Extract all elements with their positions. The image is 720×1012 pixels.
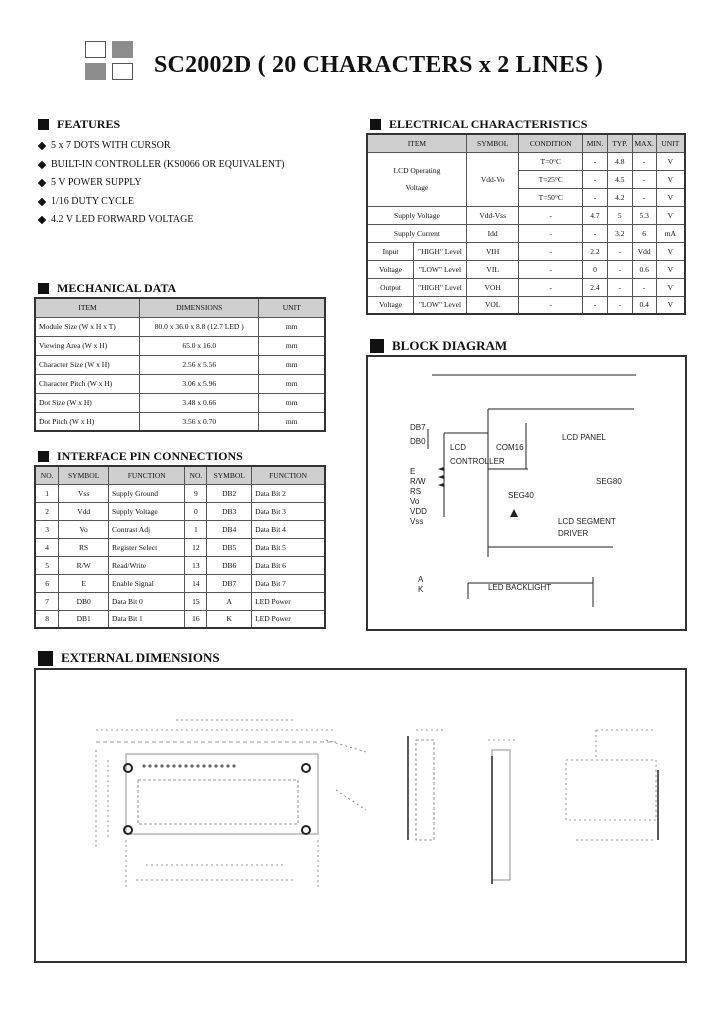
cell: 5 [607,206,632,224]
cell: Data Bit 5 [252,538,325,556]
cell: V [656,170,685,188]
cell: 3.2 [607,224,632,242]
logo-square-1 [85,41,106,58]
cell: T=25°C [519,170,583,188]
label-lcd-controller-line1: LCD [450,443,467,452]
cell: Dot Pitch (W x H) [35,412,140,431]
table-row [35,538,325,556]
cell: 16 [185,610,207,628]
cell: - [632,188,656,206]
table-row [35,393,325,412]
logo-square-2 [112,41,133,58]
cell: 1 [185,520,207,538]
section-square-icon [370,339,384,353]
label-led-backlight: LED BACKLIGHT [488,583,552,592]
features-heading [38,117,120,132]
cell: T=0°C [519,152,583,170]
section-square-icon [38,451,49,462]
cell: 12 [185,538,207,556]
table-row [35,355,325,374]
cell: "HIGH" Level [414,242,467,260]
cell: Data Bit 4 [252,520,325,538]
cell: 3.48 x 0.66 [140,393,259,412]
cell: mm [259,374,325,393]
interface-table [34,465,326,629]
cell: - [519,206,583,224]
cell: Vss [59,484,109,502]
cell: Data Bit 6 [252,556,325,574]
table-row [35,317,325,336]
cell: Input [367,242,414,260]
cell: 9 [185,484,207,502]
cell: V [656,188,685,206]
cell: 0.6 [632,260,656,278]
cell: Voltage [367,296,414,314]
cell: DB1 [59,610,109,628]
cell: DB7 [207,574,252,592]
cell: Supply Voltage [108,502,185,520]
external-dimensions-panel [34,668,687,963]
cell: - [583,296,608,314]
cell: A [207,592,252,610]
cell: 3 [35,520,59,538]
cell: Data Bit 0 [108,592,185,610]
feature-text: 5 V POWER SUPPLY [51,177,142,188]
diamond-bullet-icon [38,198,46,206]
table-row [35,520,325,538]
cell: Character Size (W x H) [35,355,140,374]
cell: V [656,206,685,224]
cell: V [656,242,685,260]
features-heading-text: FEATURES [57,117,121,131]
column-header: MAX. [632,134,656,152]
cell: Contrast Adj [108,520,185,538]
column-header: ITEM [367,134,466,152]
interface-heading [38,449,243,464]
label-lcd-segment-driver-line1: LCD SEGMENT [558,517,616,526]
cell: Vdd-Vss [466,206,519,224]
cell: V [656,296,685,314]
external-heading [38,650,220,666]
cell: VIL [466,260,519,278]
column-header: NO. [185,466,207,484]
cell: Data Bit 2 [252,484,325,502]
label-rs: RS [410,487,422,496]
diamond-bullet-icon [38,216,46,224]
mounting-hole [302,764,310,772]
cell: - [583,170,608,188]
cell: Vdd-Vo [466,152,519,206]
cell: 4.7 [583,206,608,224]
external-dimensions-drawing [36,670,685,961]
cell: - [607,242,632,260]
cell: 3.06 x 5.96 [140,374,259,393]
cell: Character Pitch (W x H) [35,374,140,393]
table-row [35,574,325,592]
cell: V [656,278,685,296]
cell: - [519,224,583,242]
feature-item [38,156,285,175]
table-row [35,610,325,628]
cell: Dot Size (W x H) [35,393,140,412]
cell: DB3 [207,502,252,520]
cell: DB6 [207,556,252,574]
label-rw: R/W [410,477,426,486]
cell: Data Bit 1 [108,610,185,628]
cell: R/W [59,556,109,574]
mechanical-table [34,297,326,432]
logo-square-4 [112,63,133,80]
cell: 65.0 x 16.0 [140,336,259,355]
label-lcd-segment-driver-line2: DRIVER [558,529,589,538]
cell: 8 [35,610,59,628]
table-header-row [35,466,325,484]
cell: DB0 [59,592,109,610]
mounting-hole [124,826,132,834]
cell: Vdd [632,242,656,260]
feature-item [38,174,285,193]
cell: Supply Current [367,224,466,242]
logo-square-3 [85,63,106,80]
cell: DB5 [207,538,252,556]
external-heading-text: EXTERNAL DIMENSIONS [61,650,220,665]
column-header: FUNCTION [108,466,185,484]
label-db7: DB7 [410,423,426,432]
cell: mA [656,224,685,242]
column-header: ITEM [35,298,140,317]
cell: VOL [466,296,519,314]
column-header: SYMBOL [59,466,109,484]
cell: mm [259,393,325,412]
cell: 5.3 [632,206,656,224]
cell: E [59,574,109,592]
cell: 2.4 [583,278,608,296]
table-row [367,260,685,278]
table-row [35,592,325,610]
mechanical-heading [38,281,176,296]
cell: - [519,242,583,260]
cell: mm [259,317,325,336]
section-square-icon [370,119,381,130]
feature-item [38,137,285,156]
cell: LED Power [252,592,325,610]
cell: - [519,278,583,296]
section-square-icon [38,651,53,666]
label-a: A [418,575,424,584]
cell: K [207,610,252,628]
electrical-heading-text: ELECTRICAL CHARACTERISTICS [389,117,588,131]
table-row [35,374,325,393]
block-diagram-heading-text: BLOCK DIAGRAM [392,338,508,353]
cell: - [583,224,608,242]
electrical-heading [370,117,587,132]
column-header: NO. [35,466,59,484]
cell: 2.2 [583,242,608,260]
column-header: TYP. [607,134,632,152]
cell: V [656,152,685,170]
cell: Vdd [59,502,109,520]
cell: Viewing Area (W x H) [35,336,140,355]
cell: - [607,278,632,296]
block-diagram-heading [370,338,507,354]
feature-text: 5 x 7 DOTS WITH CURSOR [51,140,171,151]
diamond-bullet-icon [38,179,46,187]
features-list [38,137,285,230]
logo [85,41,137,83]
cell: DB2 [207,484,252,502]
cell: RS [59,538,109,556]
cell: Read/Write [108,556,185,574]
cell: mm [259,336,325,355]
column-header: CONDITION [519,134,583,152]
label-com16: COM16 [496,443,524,452]
lcd-voltage-item [367,152,466,206]
cell: 6 [632,224,656,242]
cell: V [656,260,685,278]
section-square-icon [38,283,49,294]
cell: LED Power [252,610,325,628]
table-row [367,296,685,314]
interface-heading-text: INTERFACE PIN CONNECTIONS [57,449,243,463]
mounting-hole [124,764,132,772]
feature-text: 4.2 V LED FORWARD VOLTAGE [51,214,194,225]
cell: 2 [35,502,59,520]
label-db0: DB0 [410,437,426,446]
cell: mm [259,355,325,374]
cell: 15 [185,592,207,610]
cell: - [632,278,656,296]
column-header: UNIT [259,298,325,317]
diamond-bullet-icon [38,161,46,169]
lcd-item-line2: Voltage [405,183,429,192]
label-seg40: SEG40 [508,491,534,500]
column-header: UNIT [656,134,685,152]
cell: 4.5 [607,170,632,188]
column-header: DIMENSIONS [140,298,259,317]
column-header: SYMBOL [466,134,519,152]
cell: Idd [466,224,519,242]
cell: Output [367,278,414,296]
cell: 13 [185,556,207,574]
cell: DB4 [207,520,252,538]
table-row [35,502,325,520]
label-vss: Vss [410,517,424,526]
cell: 4 [35,538,59,556]
table-header-row [367,134,685,152]
cell: - [519,260,583,278]
cell: T=50°C [519,188,583,206]
feature-item [38,211,285,230]
cell: 2.56 x 5.56 [140,355,259,374]
cell: Supply Voltage [367,206,466,224]
cell: 0.4 [632,296,656,314]
cell: "LOW" Level [414,260,467,278]
label-vdd: VDD [410,507,427,516]
cell: - [519,296,583,314]
label-lcd-panel: LCD PANEL [562,433,606,442]
mechanical-heading-text: MECHANICAL DATA [57,281,177,295]
cell: Data Bit 7 [252,574,325,592]
table-row [35,484,325,502]
column-header: MIN. [583,134,608,152]
table-row [35,412,325,431]
section-square-icon [38,119,49,130]
cell: - [607,296,632,314]
label-k: K [418,585,424,594]
label-vo: Vo [410,497,420,506]
feature-text: BUILT-IN CONTROLLER (KS0066 OR EQUIVALENT) [51,158,285,170]
cell: 6 [35,574,59,592]
cell: VOH [466,278,519,296]
cell: Enable Signal [108,574,185,592]
feature-text: 1/16 DUTY CYCLE [51,195,134,207]
cell: "LOW" Level [414,296,467,314]
cell: Supply Ground [108,484,185,502]
cell: 0 [583,260,608,278]
cell: - [583,188,608,206]
cell: Data Bit 3 [252,502,325,520]
cell: 4.8 [607,152,632,170]
cell: Register Select [108,538,185,556]
cell: - [632,152,656,170]
cell: "HIGH" Level [414,278,467,296]
cell: 3.56 x 0.70 [140,412,259,431]
table-header-row [35,298,325,317]
feature-item [38,193,285,212]
mounting-hole [302,826,310,834]
table-row [367,242,685,260]
cell: Vo [59,520,109,538]
lcd-item-line1: LCD Operating [393,166,441,175]
cell: - [632,170,656,188]
label-seg80: SEG80 [596,477,622,486]
table-row [35,336,325,355]
column-header: SYMBOL [207,466,252,484]
cell: mm [259,412,325,431]
label-lcd-controller-line2: CONTROLLER [450,457,505,466]
diamond-bullet-icon [38,142,46,150]
column-header: FUNCTION [252,466,325,484]
table-row [35,556,325,574]
cell: 4.2 [607,188,632,206]
block-diagram-panel [366,355,687,631]
cell: Voltage [367,260,414,278]
page-title: SC2002D ( 20 CHARACTERS x 2 LINES ) [154,52,604,78]
cell: 14 [185,574,207,592]
cell: 80.0 x 36.0 x 8.8 (12.7 LED ) [140,317,259,336]
cell: 1 [35,484,59,502]
cell: 0 [185,502,207,520]
cell: - [583,152,608,170]
table-row [367,224,685,242]
pin-rows [35,484,325,628]
electrical-table [366,133,686,315]
label-e: E [410,467,416,476]
table-row [367,278,685,296]
table-row [367,152,685,170]
cell: 7 [35,592,59,610]
table-row [367,206,685,224]
cell: VIH [466,242,519,260]
cell: 5 [35,556,59,574]
cell: Module Size (W x H x T) [35,317,140,336]
cell: - [607,260,632,278]
